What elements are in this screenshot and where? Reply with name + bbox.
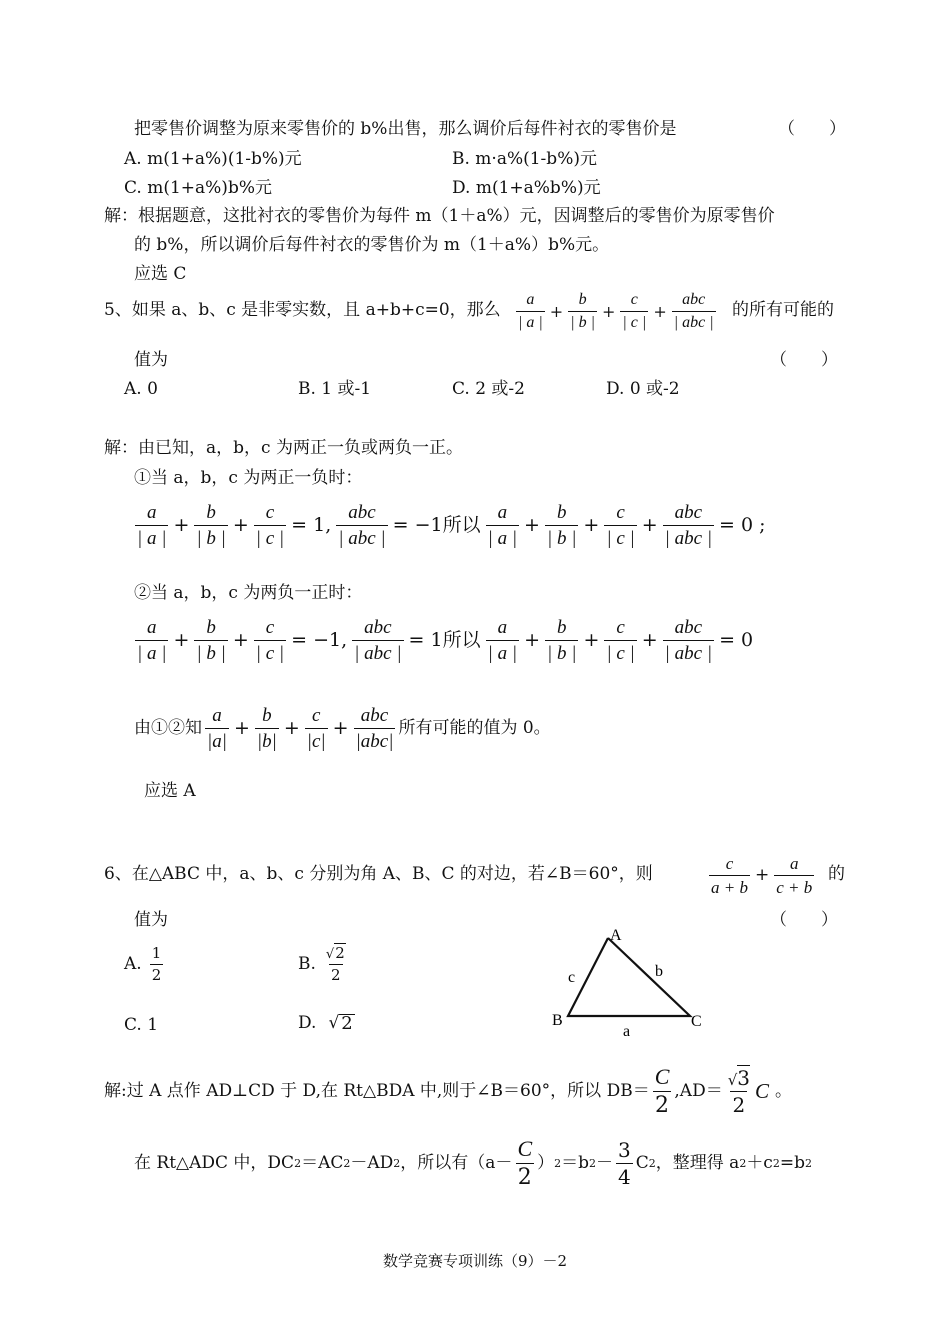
frac-den: | abc | [336, 525, 387, 548]
frac-den: 2 [517, 1165, 532, 1190]
option-label: A. [124, 954, 142, 974]
q4-option-c: C. m(1+a%)b%元 [124, 178, 272, 198]
exponent: 2 [804, 1157, 812, 1170]
frac-num: a [790, 854, 799, 873]
triangle-outline [568, 938, 690, 1016]
frac-num: abc [674, 502, 703, 523]
q5-option-a: A. 0 [124, 379, 158, 399]
frac-num: b [262, 705, 272, 726]
q5-answer: 应选 A [144, 781, 196, 801]
frac-num: c [725, 854, 734, 873]
solution-text: ＝AC [301, 1153, 344, 1173]
frac-den: | a | [135, 525, 168, 548]
frac-den: | c | [254, 525, 286, 548]
frac-den: |b| [255, 728, 279, 751]
frac-den: 2 [331, 966, 341, 984]
frac-den: |abc| [354, 728, 396, 751]
frac-num: 3 [618, 1138, 631, 1162]
q5-conclusion: 由①②知 $\frac{a}{|a|}$ + $\frac{b}{|b|}$ + $\frac{c}{|c|}$ + $\frac{\text{abc}}{\text{|abc|}}$ 所有可能的值为 0。 [134, 705, 551, 752]
solution-text: －AD [350, 1153, 394, 1173]
exponent: 2 [393, 1157, 401, 1170]
frac-den: | a | [135, 640, 168, 663]
frac-num: b [556, 617, 567, 638]
vertex-label-b: B [552, 1012, 563, 1029]
frac-num: a [497, 502, 508, 523]
frac-num: C [517, 1136, 533, 1161]
q6-option-d [298, 1014, 355, 1033]
frac-num: abc [682, 291, 706, 308]
frac-den: c + b [774, 875, 814, 896]
frac-num: a [146, 502, 157, 523]
eq-text: = 1, [291, 514, 332, 536]
frac-num: a [212, 705, 222, 726]
eq-text: = 0 [719, 629, 754, 651]
frac-den: | a | [486, 525, 519, 548]
solution-text: ，所以有（a－ [400, 1153, 513, 1173]
frac-num: c [616, 502, 625, 523]
q6-answer-paren: （ ） [770, 910, 838, 930]
frac-num [324, 946, 348, 964]
frac-den: |c| [305, 728, 328, 751]
q5-case1-equation: $\frac{a}{| a |}$ + $\frac{b}{| b |}$ + $\frac{c}{| c |}$ = 1, $\frac{\text{abc}}{\text{| abc |}}$ = −1所以 $\frac{a}{| a |}$ + $\frac{b}{| b |}$ + $\frac{c}{| c |}$ + $\frac{\text{abc}}{\text{| abc |}}$ = 0 ; [137, 502, 766, 549]
sqrt-sign: √ [325, 947, 335, 962]
q4-solution-line2: 的 b%，所以调价后每件衬衣的零售价为 m（1＋a%）b%元。 [134, 235, 610, 255]
q4-option-d: D. m(1+a%b%)元 [452, 178, 601, 198]
side-label-c: c [568, 969, 576, 986]
frac-num: b [556, 502, 567, 523]
frac-num: c [616, 617, 625, 638]
frac-num: 1 [151, 944, 162, 962]
q5-option-b: B. 1 或-1 [298, 379, 372, 399]
sqrt-radicand: 2 [341, 1013, 353, 1034]
solution-text: ，整理得 a [655, 1153, 740, 1173]
q4-solution-line1: 解：根据题意，这批衬衣的零售价为每件 m（1＋a%）元，因调整后的零售价为原零售价 [104, 206, 775, 226]
frac-num: c [265, 617, 275, 638]
frac-num [726, 1068, 752, 1091]
solution-text: ＝b [561, 1153, 590, 1173]
vertex-label-c: C [691, 1013, 702, 1030]
option-label: D. [298, 1013, 317, 1033]
frac-den: 2 [151, 966, 162, 984]
frac-den: 2 [655, 1093, 670, 1118]
sqrt-radicand: 3 [737, 1066, 750, 1090]
frac-den: | c | [604, 640, 636, 663]
q5-case2-equation: $\frac{a}{| a |}$ + $\frac{b}{| b |}$ + $\frac{c}{| c |}$ = −1, $\frac{\text{abc}}{\text{| abc |}}$ = 1所以 $\frac{a}{| a |}$ + $\frac{b}{| b |}$ + $\frac{c}{| c |}$ + $\frac{\text{abc}}{\text{| abc |}}$ = 0 [137, 617, 754, 664]
conclusion-suffix: 所有可能的值为 0。 [398, 718, 551, 738]
frac-den: | c | [620, 311, 648, 331]
math-var: C [755, 1079, 770, 1103]
q4-answer-paren: （ ） [778, 119, 846, 139]
page-footer: 数学竞赛专项训练（9）－2 [382, 1252, 568, 1270]
frac-den: | abc | [663, 525, 714, 548]
q6-stem-expression: $\frac{c}{a + b}$ + $\frac{a}{c + b}$ [711, 854, 813, 897]
frac-den: 2 [732, 1093, 746, 1117]
q5-stem-line2: 值为 [134, 350, 168, 370]
q6-solution-line2 [134, 1138, 812, 1189]
frac-den: |a| [205, 728, 229, 751]
solution-text: 。 [775, 1081, 793, 1101]
frac-den: a + b [709, 875, 750, 896]
frac-num: c [311, 705, 321, 726]
vertex-label-a: A [610, 927, 622, 944]
frac-num: abc [364, 617, 392, 638]
triangle-diagram [540, 920, 720, 1044]
solution-text: =b [779, 1153, 805, 1173]
exponent: 2 [589, 1157, 597, 1170]
q6-stem-suffix: 的 [828, 864, 845, 884]
sqrt-radicand: 2 [335, 944, 345, 962]
q6-solution-line1 [104, 1066, 792, 1117]
frac-den: | c | [254, 640, 286, 663]
q5-answer-paren: （ ） [770, 350, 838, 370]
frac-den: | b | [194, 525, 227, 548]
q5-stem-suffix: 的所有可能的 [732, 300, 834, 320]
solution-text: － [596, 1153, 614, 1173]
conclusion-prefix: 由①②知 [134, 718, 202, 738]
frac-den: | a | [516, 311, 545, 331]
q6-option-b [298, 946, 351, 983]
eq-text: = 0 ; [719, 514, 766, 536]
frac-den: | b | [545, 640, 578, 663]
q5-option-d: D. 0 或-2 [606, 379, 680, 399]
eq-text: = 1所以 [408, 629, 481, 651]
frac-num: b [206, 617, 216, 638]
solution-text: 解:过 A 点作 AD⊥CD 于 D,在 Rt△BDA 中,则于∠B＝60°，所以 DB＝ [104, 1081, 650, 1101]
exponent: 2 [772, 1157, 780, 1170]
frac-num: b [578, 291, 587, 308]
solution-text: ） [537, 1153, 555, 1173]
frac-den: | abc | [352, 640, 403, 663]
q4-option-a: A. m(1+a%)(1-b%)元 [124, 149, 302, 169]
frac-num: abc [360, 705, 389, 726]
frac-num: c [265, 502, 275, 523]
frac-den: | a | [486, 640, 519, 663]
q5-case2-heading: ②当 a，b，c 为两负一正时： [134, 583, 363, 603]
frac-den: | b | [568, 311, 597, 331]
frac-num: a [497, 617, 508, 638]
q5-stem-prefix: 5、如果 a、b、c 是非零实数，且 a+b+c=0，那么 [104, 300, 501, 320]
q5-stem-expression: $\frac{a}{| a |}$ + $\frac{b}{| b |}$ + $\frac{c}{| c |}$ + $\frac{\text{abc}}{\text{| abc |}}$ [518, 291, 714, 331]
frac-den: | b | [545, 525, 578, 548]
q4-answer: 应选 C [134, 264, 187, 284]
q5-solution-line1: 解：由已知，a，b，c 为两正一负或两负一正。 [104, 438, 463, 458]
solution-text: C [635, 1153, 649, 1173]
frac-num: a [526, 291, 535, 308]
side-label-a: a [623, 1023, 631, 1040]
frac-den: | abc | [672, 311, 716, 331]
side-label-b: b [655, 963, 663, 980]
exponent: 2 [739, 1157, 747, 1170]
q6-stem-prefix: 6、在△ABC 中，a、b、c 分别为角 A、B、C 的对边，若∠B＝60°，则 [104, 864, 653, 884]
option-label: B. [298, 954, 316, 974]
frac-den: | c | [604, 525, 636, 548]
q5-case1-heading: ①当 a，b，c 为两正一负时： [134, 468, 363, 488]
solution-text: ＋c [746, 1153, 773, 1173]
eq-text: = −1, [291, 629, 348, 651]
sqrt-sign: √ [328, 1013, 340, 1033]
solution-text: 在 Rt△ADC 中，DC [134, 1153, 295, 1173]
frac-num: a [146, 617, 157, 638]
eq-text: = −1所以 [392, 514, 481, 536]
exponent: 2 [648, 1157, 656, 1170]
frac-num: abc [674, 617, 703, 638]
frac-den: 4 [618, 1165, 631, 1189]
frac-den: | abc | [663, 640, 714, 663]
q6-option-c: C. 1 [124, 1015, 159, 1035]
frac-num: b [206, 502, 216, 523]
solution-text: ,AD＝ [674, 1081, 723, 1101]
frac-num: C [654, 1064, 670, 1089]
q6-stem-line2: 值为 [134, 910, 168, 930]
q4-option-b: B. m·a%(1-b%)元 [452, 149, 597, 169]
q6-option-a [124, 946, 166, 983]
frac-num: c [630, 291, 638, 308]
frac-den: | b | [194, 640, 227, 663]
exponent: 2 [554, 1157, 562, 1170]
exponent: 2 [294, 1157, 302, 1170]
exponent: 2 [343, 1157, 351, 1170]
q4-stem: 把零售价调整为原来零售价的 b%出售，那么调价后每件衬衣的零售价是 [134, 119, 677, 139]
frac-num: abc [348, 502, 376, 523]
sqrt-sign: √ [727, 1071, 738, 1089]
q5-option-c: C. 2 或-2 [452, 379, 525, 399]
